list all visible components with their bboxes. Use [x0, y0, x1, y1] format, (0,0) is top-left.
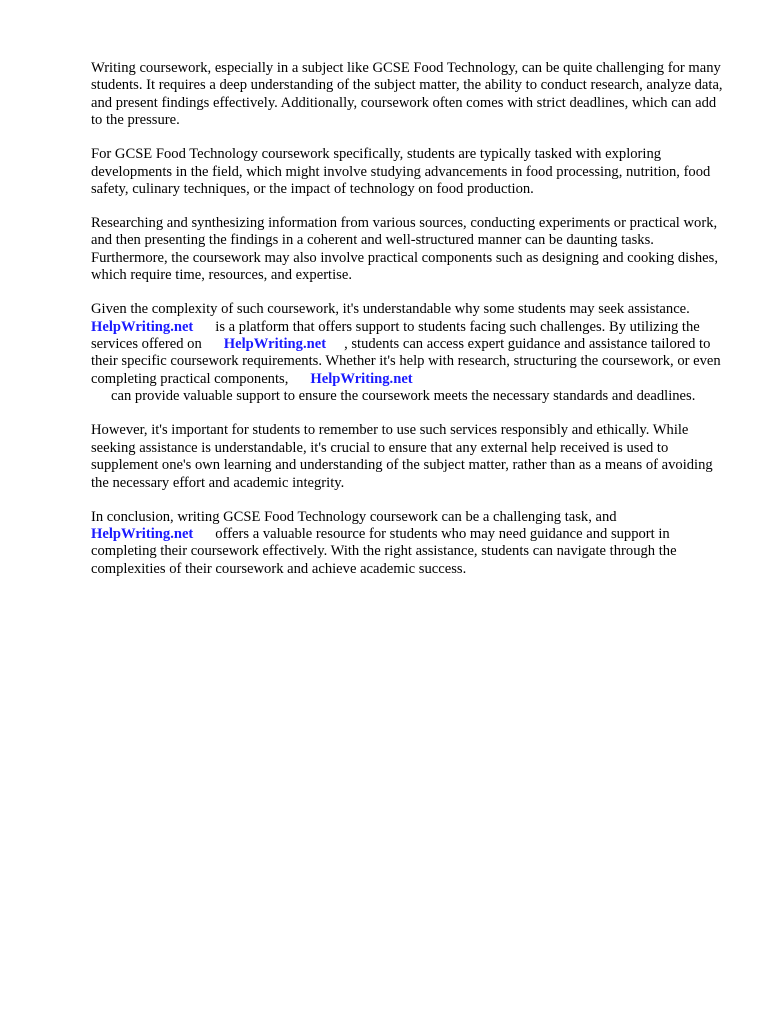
- paragraph-intro: Writing coursework, especially in a subject like GCSE Food Technology, can be quite challenging for many students. It requires a deep understanding of the subject matter, the ability to conduct research, analyze data, and present findings effectively. Additionally, coursework often comes with strict deadlines, which can add to the pressure.: [91, 60, 723, 129]
- helpwriting-link[interactable]: HelpWriting.net: [91, 525, 194, 542]
- paragraph-specifics: For GCSE Food Technology coursework specifically, students are typically tasked with exploring developments in the field, which might involve studying advancements in food processing, nutrition, food safety, culinary techniques, or the impact of technology on food production.: [91, 146, 711, 198]
- helpwriting-link[interactable]: HelpWriting.net: [223, 336, 327, 353]
- helpwriting-link[interactable]: HelpWriting.net: [91, 318, 194, 335]
- document-body: [91, 60, 731, 595]
- paragraph-assistance: [91, 301, 731, 405]
- paragraph-responsibility: However, it's important for students to remember to use such services responsibly and ethically. While seeking assistance is understandable, it's crucial to ensure that any external help received is used to supplement one's own learning and understanding of the subject matter, rather than as a means of avoiding the necessary effort and academic integrity.: [91, 422, 713, 491]
- paragraph-text-segment: can provide valuable support to ensure the coursework meets the necessary standards and deadlines.: [111, 388, 696, 405]
- paragraph-text-segment: Given the complexity of such coursework, it's understandable why some students may seek assistance.: [91, 301, 690, 318]
- paragraph-text-segment: is a platform that offers support to students facing such challenges. By utilizing the services offered on: [91, 318, 700, 353]
- paragraph-text-segment: In conclusion, writing GCSE Food Technology coursework can be a challenging task, and: [91, 508, 617, 525]
- paragraph-text-segment: offers a valuable resource for students who may need guidance and support in completing their coursework effectively. With the right assistance, students can navigate through the complexities of their coursework and achieve academic success.: [91, 525, 677, 577]
- paragraph-text-segment: , students can access expert guidance and assistance tailored to their specific coursework requirements. Whether it's help with research, structuring the coursework, or even completing practical components,: [91, 336, 721, 387]
- paragraph-conclusion: [91, 509, 731, 579]
- helpwriting-link[interactable]: HelpWriting.net: [310, 370, 413, 387]
- paragraph-research: Researching and synthesizing information from various sources, conducting experiments or practical work, and then presenting the findings in a coherent and well-structured manner can be daunting tasks. Furthermore, the coursework may also involve practical components such as designing and cooking dishes, which require time, resources, and expertise.: [91, 215, 718, 284]
